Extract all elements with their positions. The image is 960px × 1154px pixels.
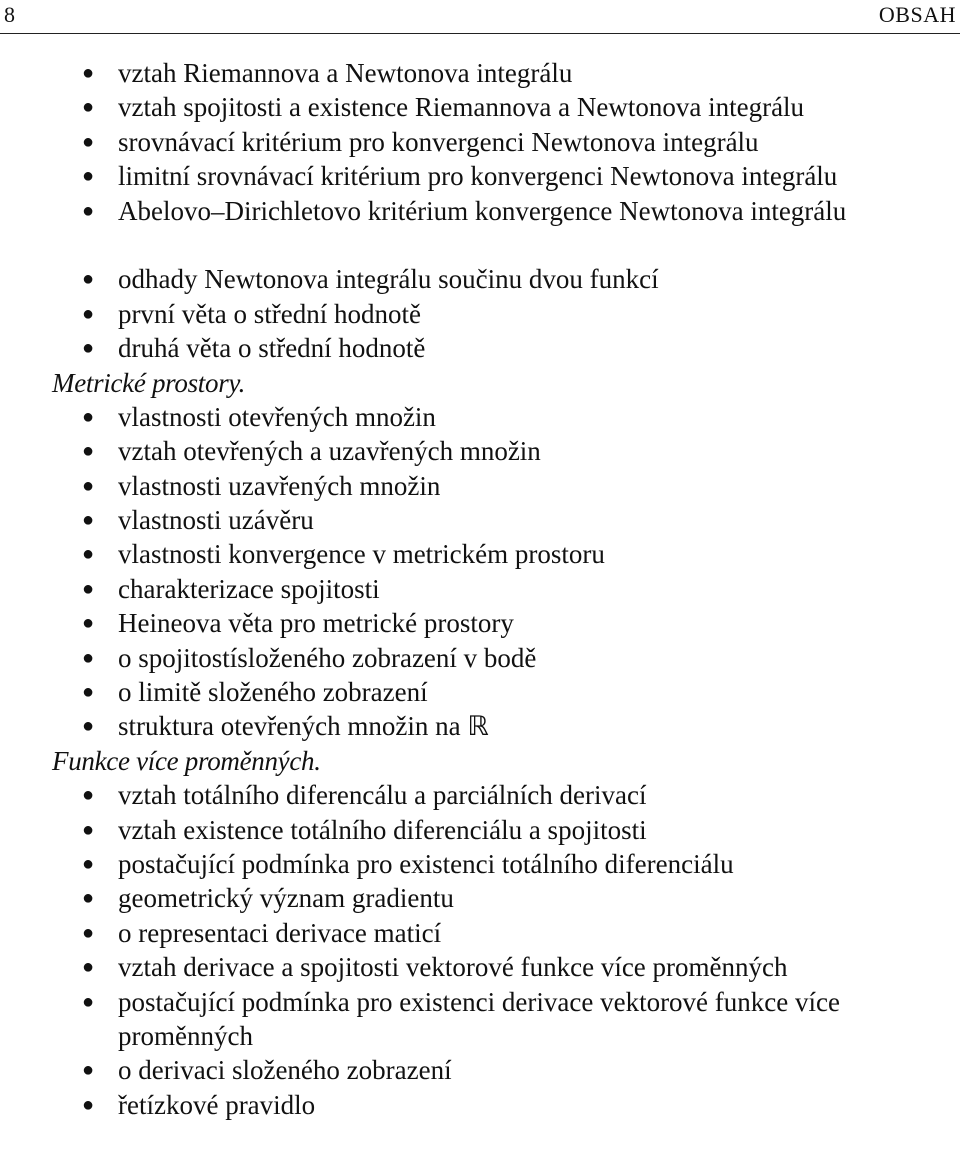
list-item-text: vlastnosti uzávěru [118, 505, 314, 536]
list-item [0, 125, 960, 159]
list-item-text: vztah totálního diferencálu a parciálních derivací [118, 780, 647, 811]
bullet-icon: ● [82, 612, 95, 635]
bullet-icon: ● [82, 853, 95, 875]
list-item-text: první věta o střední hodnotě [118, 298, 421, 329]
list-item-text: o limitě složeného zobrazení [118, 677, 428, 708]
list-item-text: vztah existence totálního diferenciálu a spojitosti [118, 814, 647, 845]
block-integrals [0, 56, 960, 366]
bullet-icon: ● [82, 130, 95, 153]
list-item-text: Heineova věta pro metrické prostory [118, 608, 514, 639]
bullet-icon: ● [82, 268, 95, 291]
list-item [0, 1053, 960, 1087]
bullet-icon: ● [82, 199, 95, 222]
bullet-icon: ● [82, 646, 95, 669]
list-item-text: vztah otevřených a uzavřených množin [118, 436, 541, 467]
bullet-icon: ● [82, 921, 95, 944]
list-item-text: vlastnosti konvergence v metrickém prostoru [118, 539, 605, 570]
list-item-text: vztah Riemannova a Newtonova integrálu [118, 58, 573, 88]
section-heading: Metrické prostory. [52, 367, 246, 398]
list-item [0, 400, 960, 434]
list-item [0, 985, 960, 1054]
bullet-icon: ● [82, 543, 95, 566]
bullet-icon: ● [82, 681, 95, 704]
list-item [0, 847, 960, 881]
list-item [0, 675, 960, 709]
page-number: 8 [4, 2, 15, 27]
list-item-text: o spojitostísloženého zobrazení v bodě [118, 642, 537, 673]
bullet-icon: ● [82, 990, 95, 1013]
list-item [0, 881, 960, 915]
bullet-icon: ● [82, 784, 95, 807]
bullet-icon: ● [82, 509, 95, 532]
list-item [0, 262, 960, 296]
list-item-text: o representaci derivace maticí [118, 917, 442, 948]
bullet-icon: ● [82, 1093, 95, 1116]
list-item [0, 778, 960, 812]
list-item-text: postačující podmínka pro existenci totálního diferenciálu [118, 849, 734, 879]
bullet-icon: ● [82, 62, 95, 84]
list-item [0, 90, 960, 124]
bullet-icon: ● [82, 1059, 95, 1082]
list-item [0, 159, 960, 193]
bullet-icon: ● [82, 474, 95, 497]
list-item [0, 572, 960, 606]
list-item [0, 916, 960, 950]
list-item-text: geometrický význam gradientu [118, 883, 454, 914]
block-multivariable-functions [0, 744, 960, 1122]
list-item-text: o derivaci složeného zobrazení [118, 1055, 452, 1086]
bullet-icon: ● [82, 302, 95, 325]
running-title: OBSAH [878, 2, 956, 27]
bullet-icon: ● [82, 818, 95, 841]
list-item [0, 537, 960, 571]
list-item [0, 434, 960, 468]
list-item-text: struktura otevřených množin na ℝ [118, 711, 489, 742]
list-item [0, 297, 960, 331]
list-item [0, 503, 960, 537]
list-item-text: charakterizace spojitosti [118, 573, 380, 604]
bullet-icon: ● [82, 337, 95, 360]
section-heading: Funkce více proměnných. [52, 745, 321, 776]
list-item-text: vlastnosti uzavřených množin [118, 470, 441, 501]
list-item [0, 469, 960, 503]
list-item-text: Abelovo–Dirichletovo kritérium konvergence Newtonova integrálu [118, 195, 847, 226]
bullet-icon: ● [82, 715, 95, 738]
list-item-text: srovnávací kritérium pro konvergenci Newtonova integrálu [118, 126, 759, 157]
list-item [0, 641, 960, 675]
list-item-text: limitní srovnávací kritérium pro konvergenci Newtonova integrálu [118, 161, 838, 192]
list-item [0, 56, 960, 90]
list-item [0, 331, 960, 365]
bullet-icon: ● [82, 956, 95, 979]
content [0, 56, 960, 1122]
list-item-text: vztah derivace a spojitosti vektorové funkce více proměnných [118, 952, 788, 983]
page-header [0, 0, 960, 34]
list-item [0, 709, 960, 743]
block-metric-spaces [0, 366, 960, 744]
bullet-icon: ● [82, 405, 95, 428]
bullet-icon: ● [82, 577, 95, 600]
list-item-text: druhá věta o střední hodnotě [118, 333, 426, 364]
bullet-icon: ● [82, 440, 95, 463]
bullet-icon: ● [82, 96, 95, 119]
list-item [0, 606, 960, 640]
list-item-text: postačující podmínka pro existenci derivace vektorové funkce více proměnných [118, 986, 840, 1051]
bullet-icon: ● [82, 887, 95, 910]
list-item-text: odhady Newtonova integrálu součinu dvou funkcí [118, 264, 659, 295]
list-item-text: řetízkové pravidlo [118, 1089, 316, 1120]
list-item [0, 194, 960, 263]
list-item-text: vztah spojitosti a existence Riemannova a Newtonova integrálu [118, 92, 805, 123]
bullet-icon: ● [82, 165, 95, 188]
list-item [0, 813, 960, 847]
list-item [0, 950, 960, 984]
list-item-text: vlastnosti otevřených množin [118, 401, 436, 432]
list-item [0, 1088, 960, 1122]
